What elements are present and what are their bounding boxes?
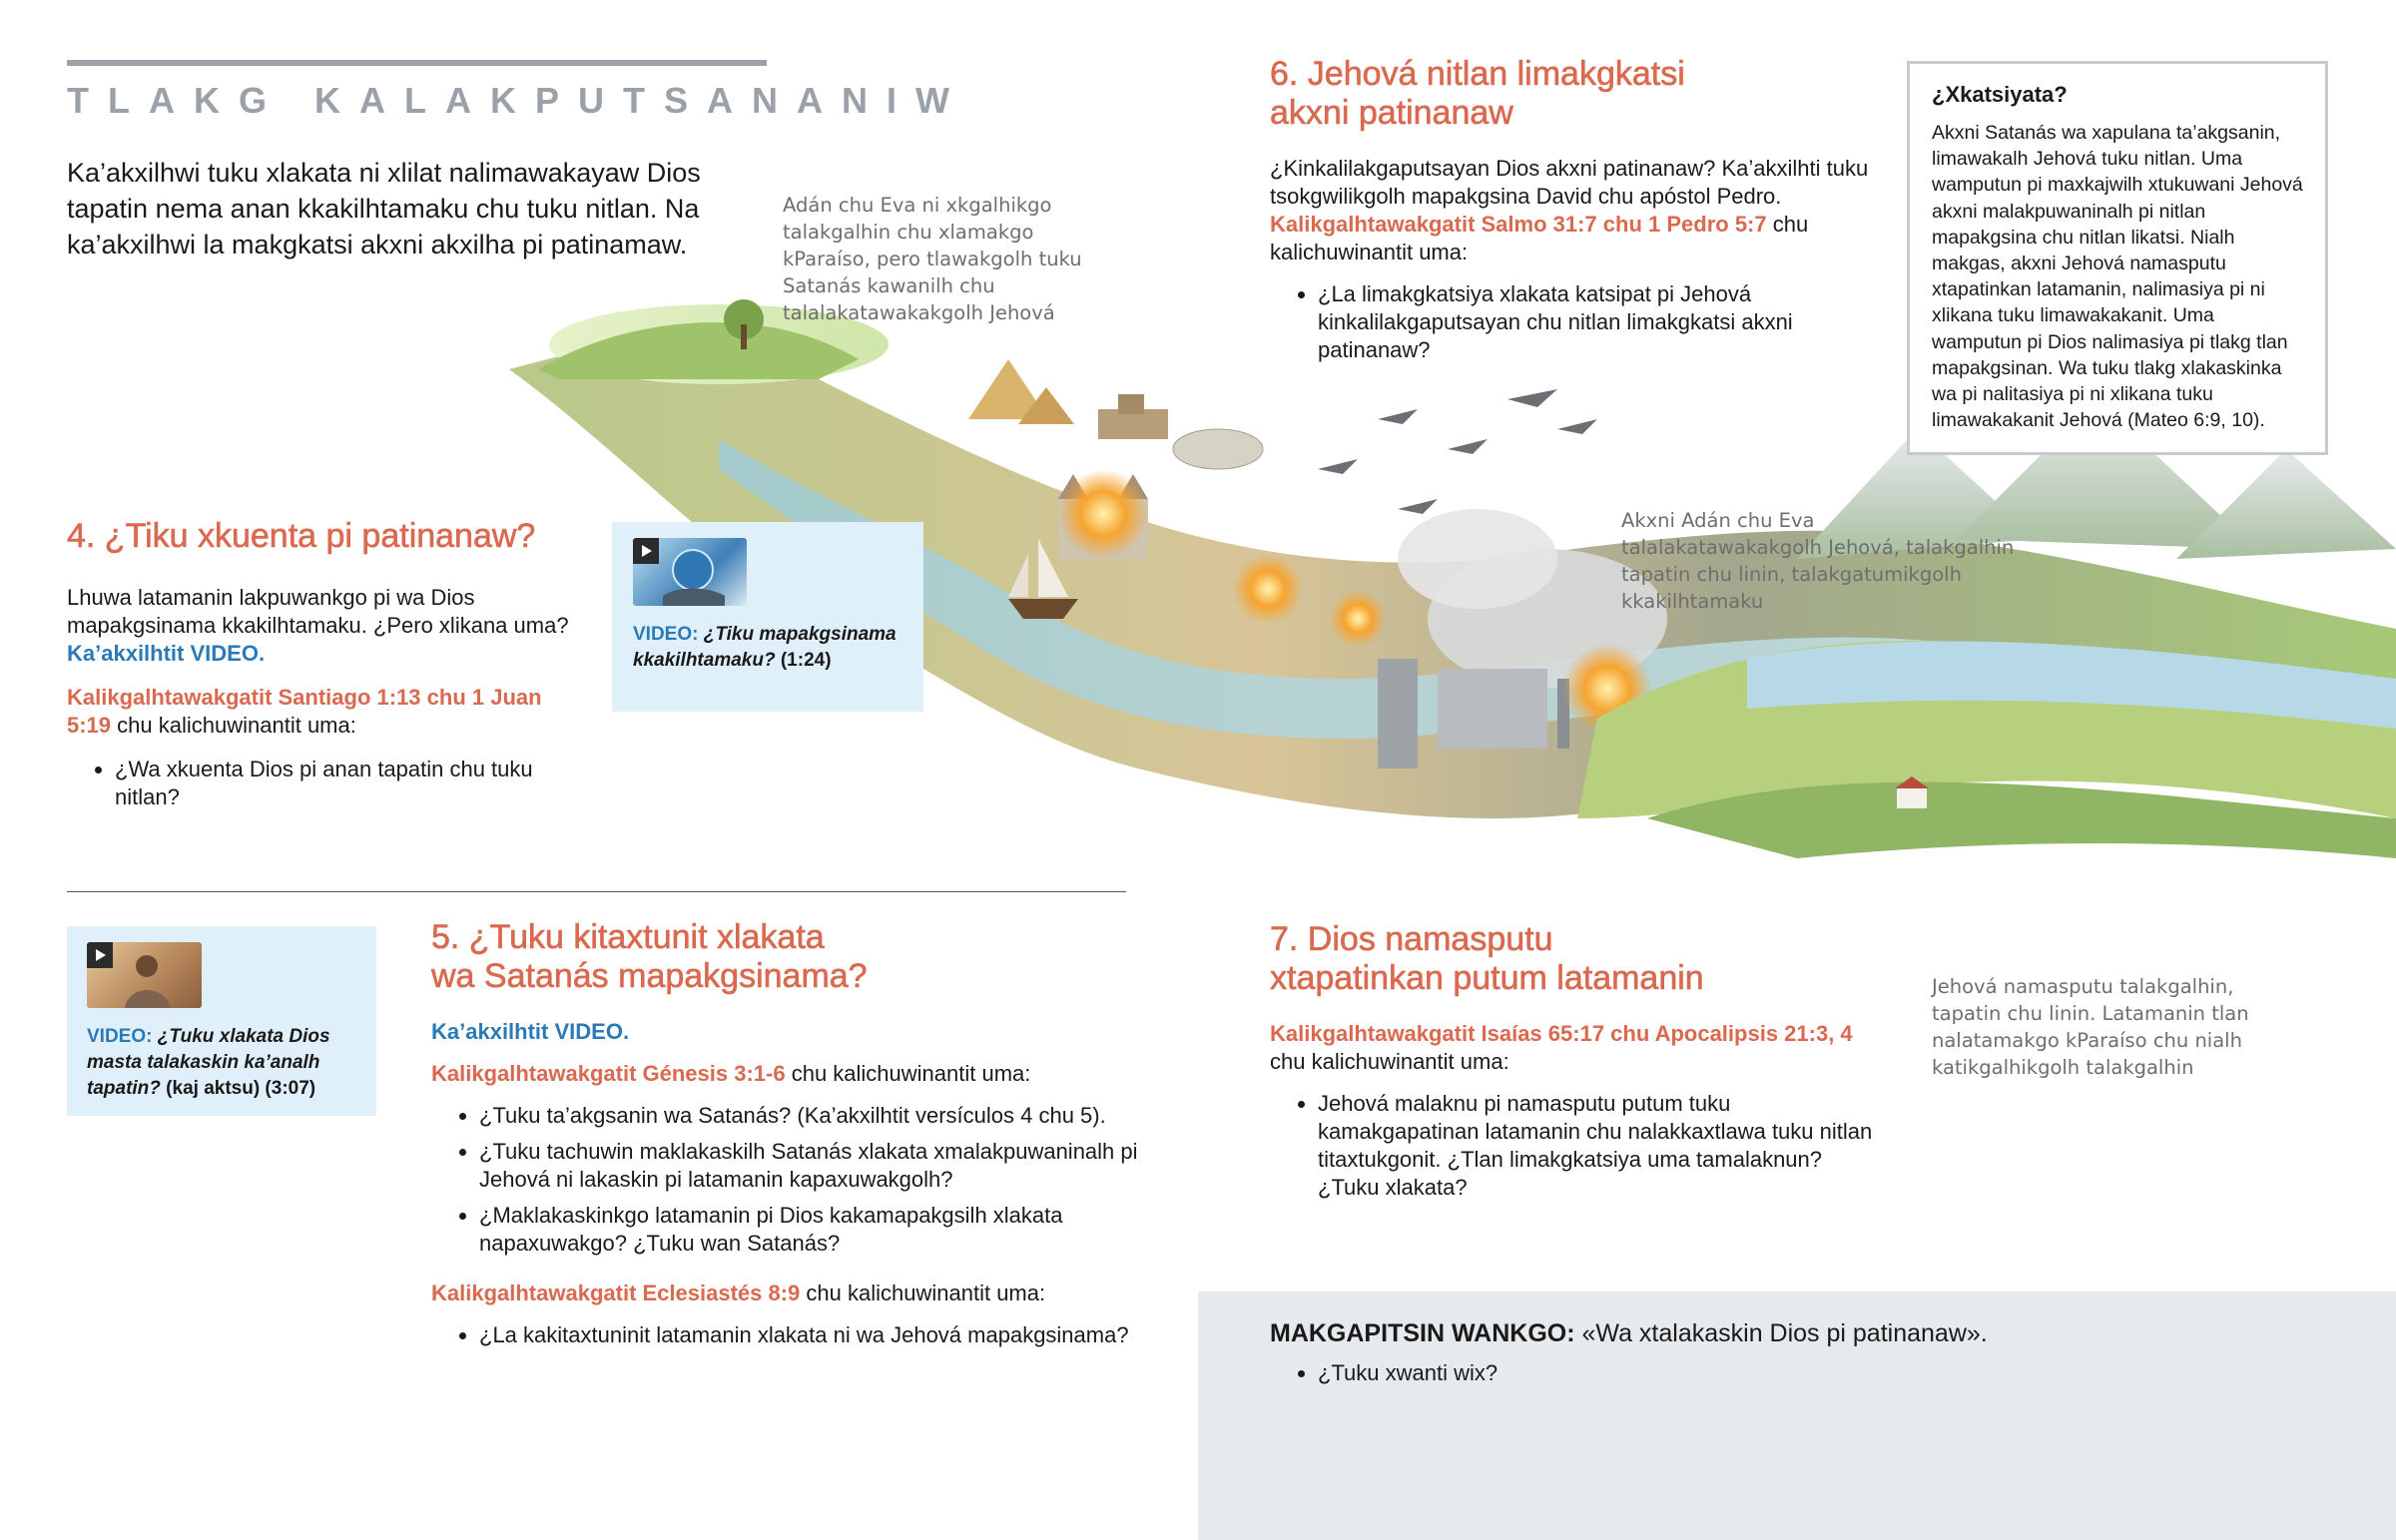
intro-text: Ka’akxilhwi tuku xlakata ni xlilat nalimawakayaw Dios tapatin nema anan kkakilhtamaku chu tuku nitlan. Na ka’akxilhwi la makgkatsi akxni akxilha pi patinamaw. (67, 158, 701, 259)
section-6-text: ¿Kinkalilakgaputsayan Dios akxni patinanaw? Ka’akxilhti tuku tsokgwilikgolh mapakgsina David chu apóstol Pedro. (1270, 156, 1869, 209)
some-people-say-label: MAKGAPITSIN WANKGO: (1270, 1319, 1575, 1347)
section-5-scripture-ref-1[interactable]: Kalikgalhtawakgatit Génesis 3:1-6 (431, 1061, 786, 1086)
section-7-scripture-ref[interactable]: Kalikgalhtawakgatit Isaías 65:17 chu Apocalipsis 21:3, 4 (1270, 1021, 1853, 1046)
section-5-title: 5. ¿Tuku kitaxtunit xlakata wa Satanás mapakgsinama? (431, 918, 868, 995)
question-item: • ¿Maklakaskinkgo latamanin pi Dios kakamapakgsilh xlakata napaxuwakgo? ¿Tuku wan Satanás? (479, 1202, 1150, 1258)
caption-eden: Adán chu Eva ni xkgalhikgo talakgalhin chu xlamakgo kParaíso, pero tlawakgolh tuku Satanás kawanilh chu talalakatawakakgolh Jehová (783, 194, 1082, 324)
lesson-kicker: TLAKG KALAKPUTSANANIW (67, 80, 968, 121)
section-6-ref-suffix: chu kalichuwinantit uma: (1270, 212, 1809, 264)
video-card-2[interactable] (67, 926, 376, 1116)
question-item: • ¿Tuku xwanti wix? (1318, 1359, 2268, 1387)
section-7-title: 7. Dios namasputu xtapatinkan putum latamanin (1270, 920, 1704, 997)
section-7-questions (1270, 1090, 1887, 1202)
some-people-say-quote: «Wa xtalakaskin Dios pi patinanaw». (1581, 1319, 1988, 1347)
section-4-scripture-ref[interactable]: Kalikgalhtawakgatit Santiago 1:13 chu 1 Juan 5:19 (67, 685, 542, 738)
question-item: • ¿Wa xkuenta Dios pi anan tapatin chu tuku nitlan? (115, 756, 586, 811)
section-divider (67, 891, 1126, 892)
section-4-title: 4. ¿Tiku xkuenta pi patinanaw? (67, 517, 536, 555)
section-6-title: 6. Jehová nitlan limakgkatsi akxni patinanaw (1270, 55, 1685, 132)
video-2-caption (87, 1024, 366, 1102)
did-you-know-title: ¿Xkatsiyata? (1932, 82, 2068, 107)
section-5-ref-suffix-2: chu kalichuwinantit uma: (806, 1281, 1046, 1305)
question-item: • ¿Tuku tachuwin maklakaskilh Satanás xlakata xmalakpuwaninalh pi Jehová ni lakaskin pi latamanin kapaxuwakgolh? (479, 1138, 1150, 1194)
play-icon[interactable] (87, 942, 113, 968)
video-2-title: ¿Tuku xlakata Dios masta talakaskin ka’analh tapatin? (87, 1026, 330, 1099)
section-4-text: Lhuwa latamanin lakpuwankgo pi wa Dios mapakgsinama kkakilhtamaku. ¿Pero xlikana uma? (67, 585, 569, 638)
section-5-questions-1 (431, 1102, 1150, 1258)
video-1-caption (633, 622, 912, 674)
section-5 (431, 918, 1150, 1357)
section-6 (1270, 55, 1869, 372)
section-4-video-link[interactable]: Ka’akxilhtit VIDEO. (67, 641, 266, 666)
video-label: VIDEO: (87, 1026, 153, 1047)
caption-paradise: Jehová namasputu talakgalhin, tapatin chu linin. Latamanin tlan nalatamakgo kParaíso chu nialh katikgalhikgolh talakgalhin (1932, 975, 2249, 1079)
question-item: • ¿La limakgkatsiya xlakata katsipat pi Jehová kinkalilakgaputsayan chu nitlan limakgkatsi akxni patinanaw? (1318, 280, 1869, 364)
header-rule (67, 60, 767, 66)
section-5-ref-suffix-1: chu kalichuwinantit uma: (791, 1061, 1031, 1086)
section-6-questions (1270, 280, 1869, 364)
section-4-questions (67, 756, 586, 811)
footer-questions (1270, 1359, 2268, 1387)
video-2-extra: (kaj aktsu) (3:07) (166, 1078, 316, 1099)
question-item: • ¿La kakitaxtuninit latamanin xlakata ni wa Jehová mapakgsinama? (479, 1321, 1150, 1349)
section-5-questions-2 (431, 1321, 1150, 1349)
video-card-1[interactable] (612, 522, 923, 712)
section-4 (67, 517, 586, 819)
question-item: • ¿Tuku ta’akgsanin wa Satanás? (Ka’akxilhtit versículos 4 chu 5). (479, 1102, 1150, 1130)
video-1-title: ¿Tiku mapakgsinama kkakilhtamaku? (633, 624, 897, 671)
section-5-video-link[interactable]: Ka’akxilhtit VIDEO. (431, 1019, 630, 1044)
section-6-scripture-ref[interactable]: Kalikgalhtawakgatit Salmo 31:7 chu 1 Pedro 5:7 (1270, 212, 1767, 237)
video-label: VIDEO: (633, 624, 699, 645)
play-icon[interactable] (633, 538, 659, 564)
section-5-scripture-ref-2[interactable]: Kalikgalhtawakgatit Eclesiastés 8:9 (431, 1281, 801, 1305)
section-4-ref-suffix: chu kalichuwinantit uma: (117, 713, 356, 738)
did-you-know-text: Akxni Satanás wa xapulana ta’akgsanin, limawakalh Jehová tuku nitlan. Uma wamputun pi maxkajwilh xtukuwani Jehová akxni malakpuwaninalh pi nitlan mapakgsina chu nitlan likatsi. Nialh makgas, akxni Jehová namasputu xtapatinkan latamanin, nalimasiya pi ni xlikana tuku limawakakanit. Uma wamputun pi Dios nalimasiya pi tlakg tlan mapakgsinan. Wa tuku tlakg xlakaskinka wa pi nalitasiya pi ni xlikana tuku limawakakanit Jehová (Mateo 6:9, 10). (1932, 122, 2303, 432)
question-item: • Jehová malaknu pi namasputu putum tuku kamakgapatinan latamanin chu nalakkaxtlawa tuku nitlan titaxtukgonit. ¿Tlan limakgkatsiya uma tamalaknun? ¿Tuku xlakata? (1318, 1090, 1887, 1202)
some-people-say-box (1198, 1291, 2396, 1540)
section-7 (1270, 920, 1909, 1210)
video-1-duration: (1:24) (780, 650, 832, 671)
video-thumbnail[interactable] (633, 538, 747, 606)
did-you-know-box (1907, 61, 2328, 455)
caption-war: Akxni Adán chu Eva talalakatawakakgolh Jehová, talakgalhin tapatin chu linin, talakgatumikgolh kkakilhtamaku (1621, 509, 2015, 613)
video-thumbnail[interactable] (87, 942, 202, 1008)
section-7-ref-suffix: chu kalichuwinantit uma: (1270, 1049, 1509, 1074)
